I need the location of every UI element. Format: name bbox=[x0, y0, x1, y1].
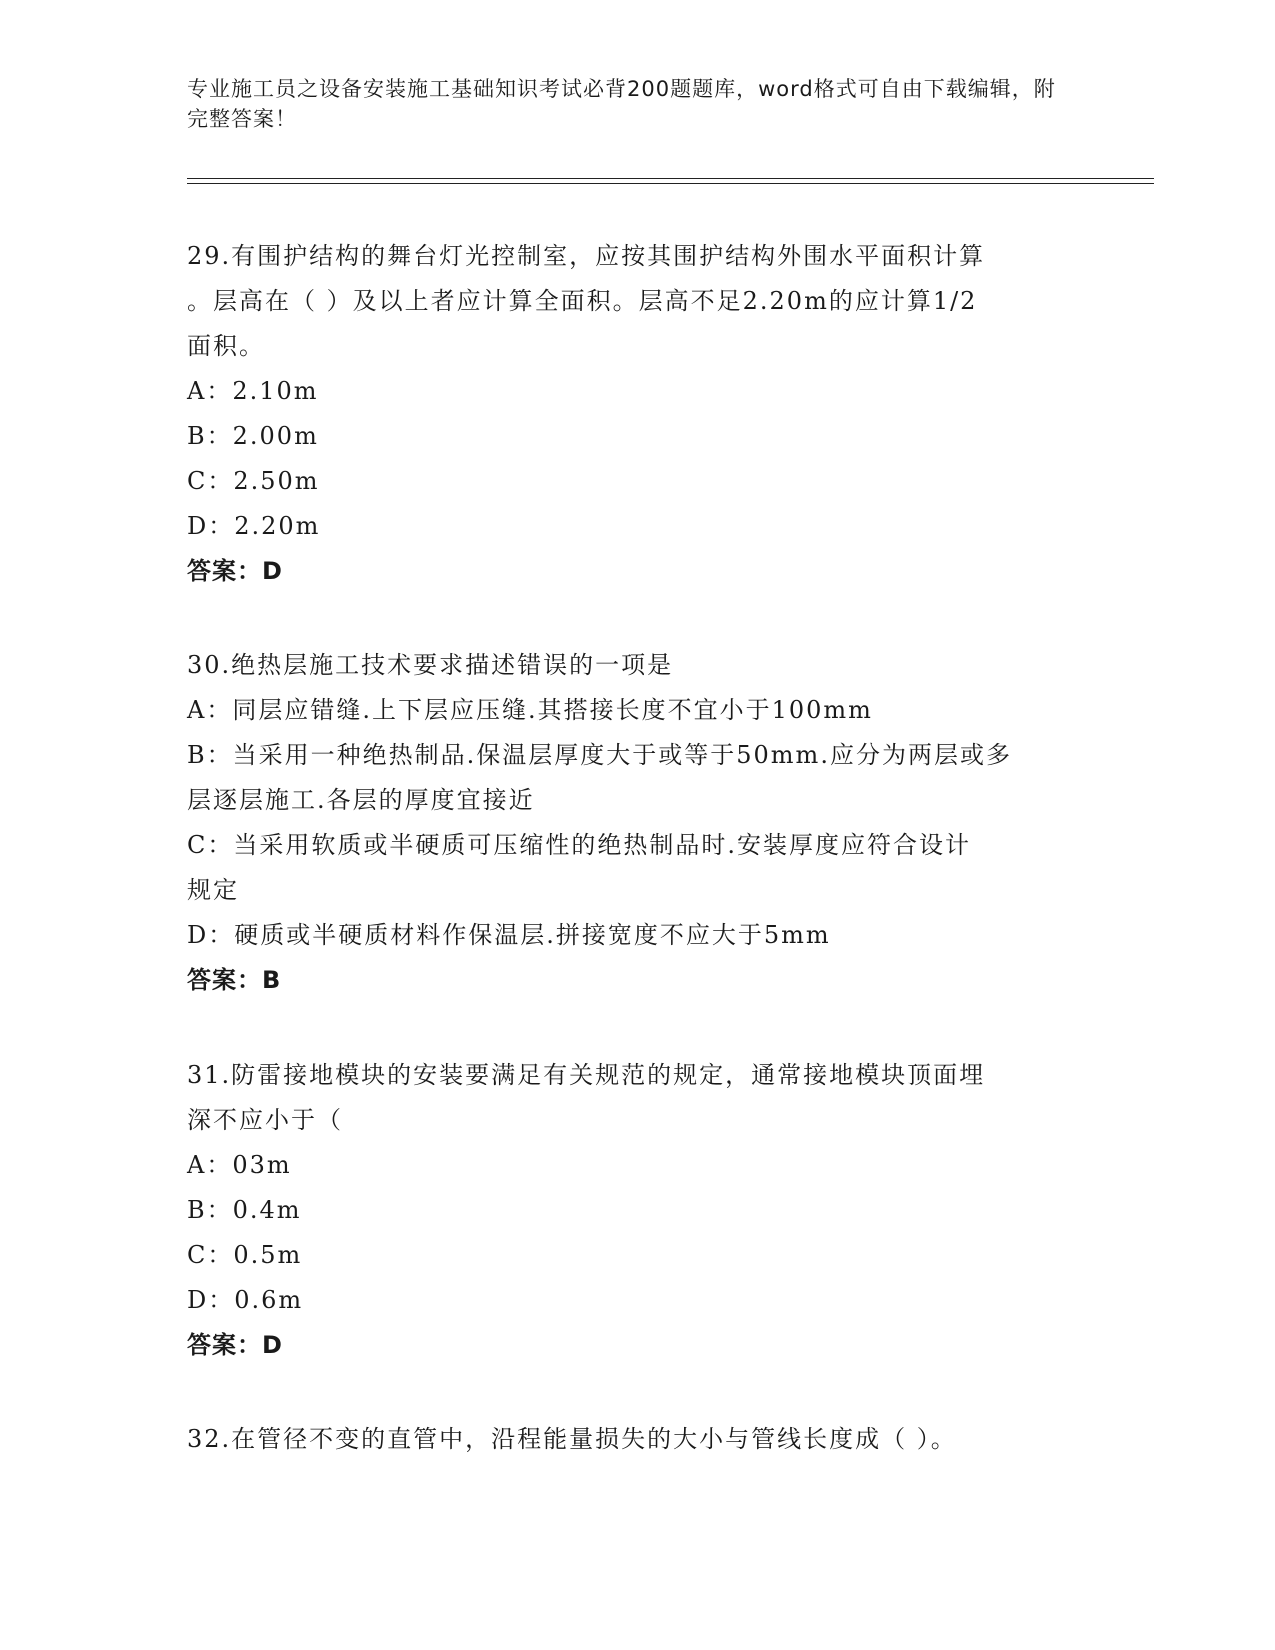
option-d: D：2.20m bbox=[187, 512, 321, 540]
question-29 bbox=[187, 234, 1072, 594]
question-stem-line: 29.有围护结构的舞台灯光控制室，应按其围护结构外围水平面积计算 bbox=[187, 242, 986, 270]
document-header-title: 专业施工员之设备安装施工基础知识考试必背200题题库，word格式可自由下载编辑，附完整答案！ bbox=[187, 77, 1056, 131]
option-a: A：03m bbox=[187, 1151, 292, 1179]
question-30 bbox=[187, 643, 1072, 1003]
option-b: B：2.00m bbox=[187, 422, 319, 450]
option-b-continued: 层逐层施工.各层的厚度宜接近 bbox=[187, 786, 535, 814]
question-stem-line: 深不应小于（ bbox=[187, 1106, 343, 1134]
option-a: A：2.10m bbox=[187, 377, 319, 405]
option-d: D：硬质或半硬质材料作保温层.拼接宽度不应大于5mm bbox=[187, 921, 831, 949]
question-stem-line: 面积。 bbox=[187, 332, 265, 360]
question-32 bbox=[187, 1417, 1072, 1462]
header-divider-bottom bbox=[187, 183, 1154, 184]
answer-label: 答案：B bbox=[187, 966, 282, 994]
option-c: C：当采用软质或半硬质可压缩性的绝热制品时.安装厚度应符合设计 bbox=[187, 831, 971, 859]
header-divider-top bbox=[187, 178, 1154, 179]
question-stem-line: 30.绝热层施工技术要求描述错误的一项是 bbox=[187, 651, 674, 679]
answer-label: 答案：D bbox=[187, 557, 283, 585]
option-c-continued: 规定 bbox=[187, 876, 239, 904]
option-b: B：0.4m bbox=[187, 1196, 302, 1224]
option-c: C：0.5m bbox=[187, 1241, 303, 1269]
option-b: B：当采用一种绝热制品.保温层厚度大于或等于50mm.应分为两层或多 bbox=[187, 741, 1012, 769]
question-stem-line: 32.在管径不变的直管中，沿程能量损失的大小与管线长度成（ ）。 bbox=[187, 1425, 957, 1453]
option-a: A：同层应错缝.上下层应压缝.其搭接长度不宜小于100mm bbox=[187, 696, 873, 724]
answer-label: 答案：D bbox=[187, 1331, 283, 1359]
question-stem-line: 31.防雷接地模块的安装要满足有关规范的规定，通常接地模块顶面埋 bbox=[187, 1061, 986, 1089]
question-stem-line: 。层高在（ ）及以上者应计算全面积。层高不足2.20m的应计算1/2 bbox=[187, 287, 978, 315]
question-31 bbox=[187, 1053, 1072, 1368]
option-c: C：2.50m bbox=[187, 467, 320, 495]
option-d: D：0.6m bbox=[187, 1286, 304, 1314]
